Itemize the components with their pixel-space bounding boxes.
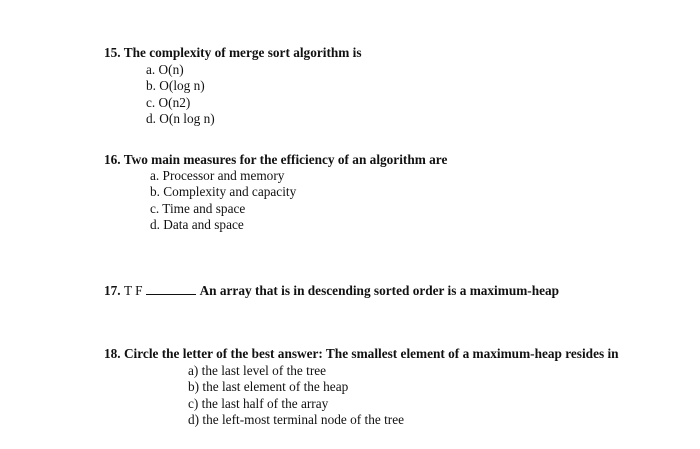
question-17-stem: [104, 283, 559, 299]
question-18: [104, 346, 619, 429]
question-16-option-d: d. Data and space: [150, 217, 244, 233]
question-15-option-a: a. O(n): [146, 62, 184, 77]
question-17: [104, 283, 559, 299]
question-18-option-b: b) the last element of the heap: [188, 379, 349, 395]
question-17-answer-blank: [146, 283, 196, 295]
question-18-option-a: a) the last level of the tree: [188, 363, 327, 378]
question-18-options: [188, 363, 619, 429]
question-16-stem: [104, 152, 447, 168]
question-15-text: The complexity of merge sort algorithm is: [123, 45, 362, 60]
question-17-number: 17.: [104, 283, 121, 298]
question-15: [104, 45, 362, 128]
question-15-option-b: b. O(log n): [146, 78, 205, 94]
question-16-option-c: c. Time and space: [150, 200, 246, 216]
question-16: [104, 152, 447, 234]
question-15-option-d: d. O(n log n): [146, 111, 215, 127]
question-15-options: [146, 62, 362, 128]
question-18-option-c: c) the last half of the array: [188, 395, 329, 411]
question-16-number: 16.: [104, 152, 121, 167]
question-18-text: Circle the letter of the best answer: The smallest element of a maximum-heap resides in: [123, 346, 619, 361]
question-18-stem: [104, 346, 619, 362]
question-16-options: [150, 168, 447, 234]
question-18-number: 18.: [104, 346, 121, 361]
question-15-stem: [104, 45, 362, 61]
question-16-text: Two main measures for the efficiency of an algorithm are: [123, 152, 448, 167]
question-17-true-false: T F: [123, 283, 143, 298]
question-17-text: An array that is in descending sorted order is a maximum-heap: [199, 283, 560, 298]
question-18-option-d: d) the left-most terminal node of the tree: [188, 412, 404, 428]
question-16-option-a: a. Processor and memory: [150, 168, 285, 183]
question-15-option-c: c. O(n2): [146, 94, 191, 110]
question-15-number: 15.: [104, 45, 121, 60]
question-16-option-b: b. Complexity and capacity: [150, 184, 297, 200]
